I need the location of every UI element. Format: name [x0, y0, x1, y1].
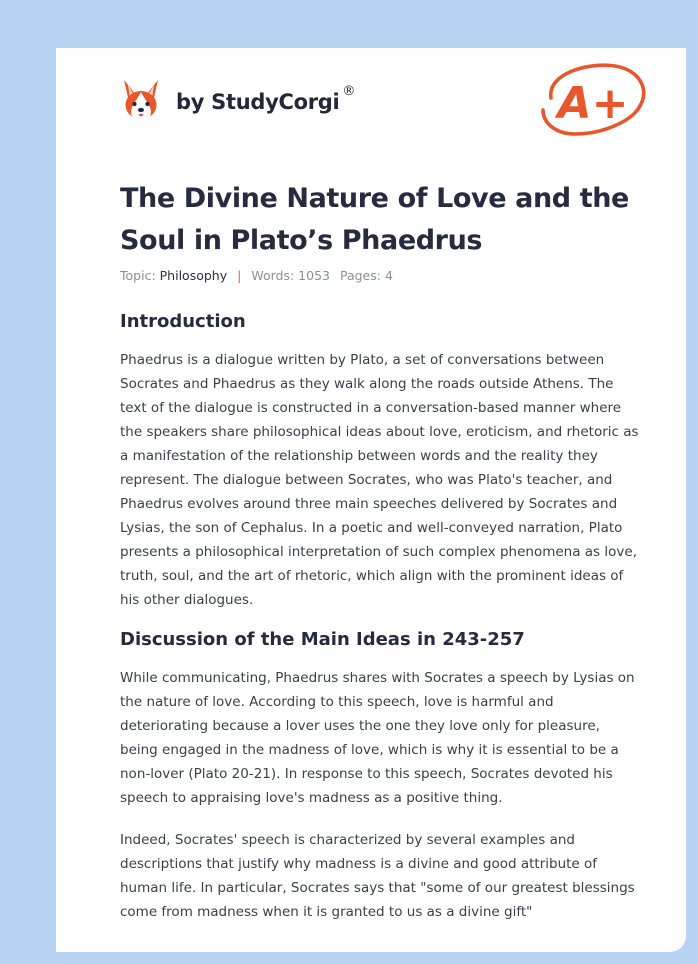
section-heading-discussion: Discussion of the Main Ideas in 243-257: [120, 629, 525, 650]
article-meta: [120, 268, 393, 283]
pages-count: 4: [384, 268, 393, 283]
document-page: [56, 48, 686, 952]
grade-a-plus-icon: [537, 58, 649, 142]
meta-separator: |: [237, 268, 242, 283]
paragraph: While communicating, Phaedrus shares with Socrates a speech by Lysias on the nature of love. According to this speech, love is harmful and deteriorating because a lover uses the one they love only for pleasure, being engaged in the madness of love, which is why it is essential to be a non-lover (Plato 20-21). In response to this speech, Socrates devoted his speech to appraising love's madness as a positive thing.: [120, 670, 635, 806]
brand-name: by StudyCorgi ®: [176, 84, 356, 114]
grade-label: A+: [557, 78, 629, 129]
brand-header[interactable]: [120, 76, 355, 124]
page-title: The Divine Nature of Love and the Soul in Plato’s Phaedrus: [120, 183, 629, 256]
pages-label: Pages:: [339, 268, 381, 283]
topic-link[interactable]: Philosophy: [159, 268, 228, 283]
grade-stamp: [537, 58, 649, 146]
words-label: Words:: [251, 268, 295, 283]
paragraph: Indeed, Socrates' speech is characterized by several examples and descriptions that justify why madness is a divine and good attribute of human life. In particular, Socrates says that "some of our greatest blessings come from madness when it is granted to us as a divine gift": [120, 832, 635, 920]
paragraph: Phaedrus is a dialogue written by Plato, a set of conversations between Socrates and Phaedrus as they walk along the roads outside Athens. The text of the dialogue is constructed in a conversation-based manner where the speakers share philosophical ideas about love, eroticism, and rhetoric as a manifestation of the relationship between words and the reality they represent. The dialogue between Socrates, who was Plato's teacher, and Phaedrus evolves around three main speeches delivered by Socrates and Lysias, the son of Cephalus. In a poetic and well-conveyed narration, Plato presents a philosophical interpretation of such complex phenomena as love, truth, soul, and the art of rhetoric, which align with the prominent ideas of his other dialogues.: [120, 352, 639, 608]
section-heading-introduction: Introduction: [120, 311, 246, 332]
words-count: 1053: [298, 268, 330, 283]
corgi-logo-icon: [120, 78, 162, 122]
article-body: [120, 310, 640, 924]
topic-label: Topic:: [120, 268, 156, 283]
